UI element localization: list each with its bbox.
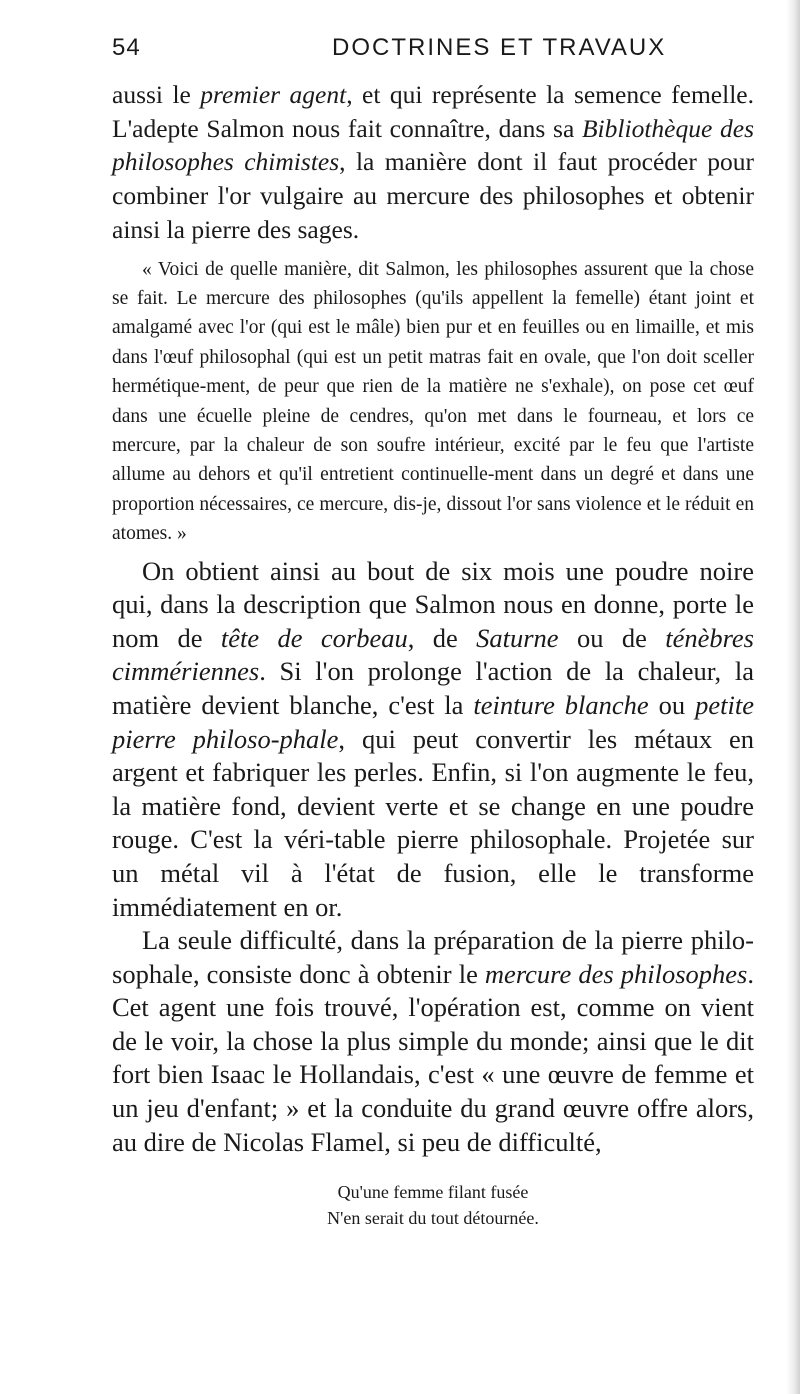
page-header bbox=[112, 34, 752, 64]
paragraph-text: . Si l'on prolonge l'action de la chaleur, la matière devient blanche, c'est la bbox=[112, 656, 754, 720]
verse-line: N'en serait du tout détournée. bbox=[327, 1208, 539, 1229]
page-binding-edge bbox=[786, 0, 800, 1394]
paragraph-text: aussi le bbox=[112, 80, 201, 109]
salmon-quotation: « Voici de quelle manière, dit Salmon, les philosophes assurent que la chose se fait. Le mercure des philosophes (qu'ils appellent la femelle) étant joint et amalgamé avec l'or (qui est le mâle) bien pur et en feuilles ou en limaille, et mis dans l'œuf philosophal (qui est un petit matras fait en ovale, que l'on doit sceller hermétique-ment, de peur que rien de la matière ne s'exhale), on pose cet œuf dans une écuelle pleine de cendres, qu'on met dans le fourneau, et lors ce mercure, par la chaleur de son soufre intérieur, excité par le feu que l'artiste allume au dehors et qu'il entretient continuelle-ment dans un degré et dans une proportion nécessaires, ce mercure, dis-je, dissout l'or sans violence et le réduit en atomes. » bbox=[112, 258, 754, 545]
paragraph-text: ou de bbox=[558, 622, 666, 653]
paragraph-text: . Cet agent une fois trouvé, l'opération est, comme on vient de le voir, la chose la plus simple du monde; ainsi que le dit fort bien Isaac le Hollandais, c'est « une œuvre de femme et un jeu d'enfant; » et la conduite du grand œuvre offre alors, au dire de Nicolas Flamel, si peu de difficulté, bbox=[112, 958, 754, 1157]
italic-term: petite pierre philoso-phale bbox=[112, 689, 755, 754]
paragraph-difficulty bbox=[112, 924, 754, 1159]
paragraph-text: , et qui représente la semence femelle. L'adepte Salmon nous fait connaître, dans sa bbox=[112, 80, 754, 143]
paragraph-text: , la manière dont il faut procéder pour combiner l'or vulgaire au mercure des philosophes et obtenir ainsi la pierre des sages. bbox=[112, 147, 754, 244]
italic-term: tête de corbeau bbox=[220, 622, 408, 653]
italic-term: teinture blanche bbox=[473, 689, 649, 720]
italic-term: Saturne bbox=[476, 622, 559, 653]
italic-term: ténèbres cimmériennes bbox=[112, 622, 754, 687]
paragraph-text: , de bbox=[407, 622, 477, 653]
italic-term: premier agent bbox=[200, 80, 347, 109]
paragraph-text: ou bbox=[648, 689, 696, 720]
book-title: Bibliothèque des philosophes chimistes bbox=[112, 113, 754, 177]
page-number: 54 bbox=[112, 34, 141, 61]
running-head: DOCTRINES ET TRAVAUX bbox=[332, 34, 667, 61]
verse-quotation bbox=[112, 1179, 754, 1231]
paragraph-text: La seule difficulté, dans la préparation de la pierre philo-sophale, consiste donc à obtenir le bbox=[112, 925, 754, 989]
paragraph-stages bbox=[112, 555, 754, 925]
verse-line: Qu'une femme filant fusée bbox=[337, 1182, 529, 1203]
page-content bbox=[112, 78, 754, 1231]
paragraph-text: , qui peut convertir les métaux en argent et fabriquer les perles. Enfin, si l'on augmente le feu, la matière fond, devient verte et se change en une poudre rouge. C'est la véri-table pierre philosophale. Projetée sur un métal vil à l'état de fusion, elle le transforme immédiatement en or. bbox=[112, 723, 755, 922]
italic-term: mercure des philosophes bbox=[484, 958, 748, 989]
paragraph-text: On obtient ainsi au bout de six mois une poudre noire qui, dans la description que Salmon nous en donne, porte le nom de bbox=[112, 555, 754, 653]
paragraph-opening bbox=[112, 78, 754, 247]
